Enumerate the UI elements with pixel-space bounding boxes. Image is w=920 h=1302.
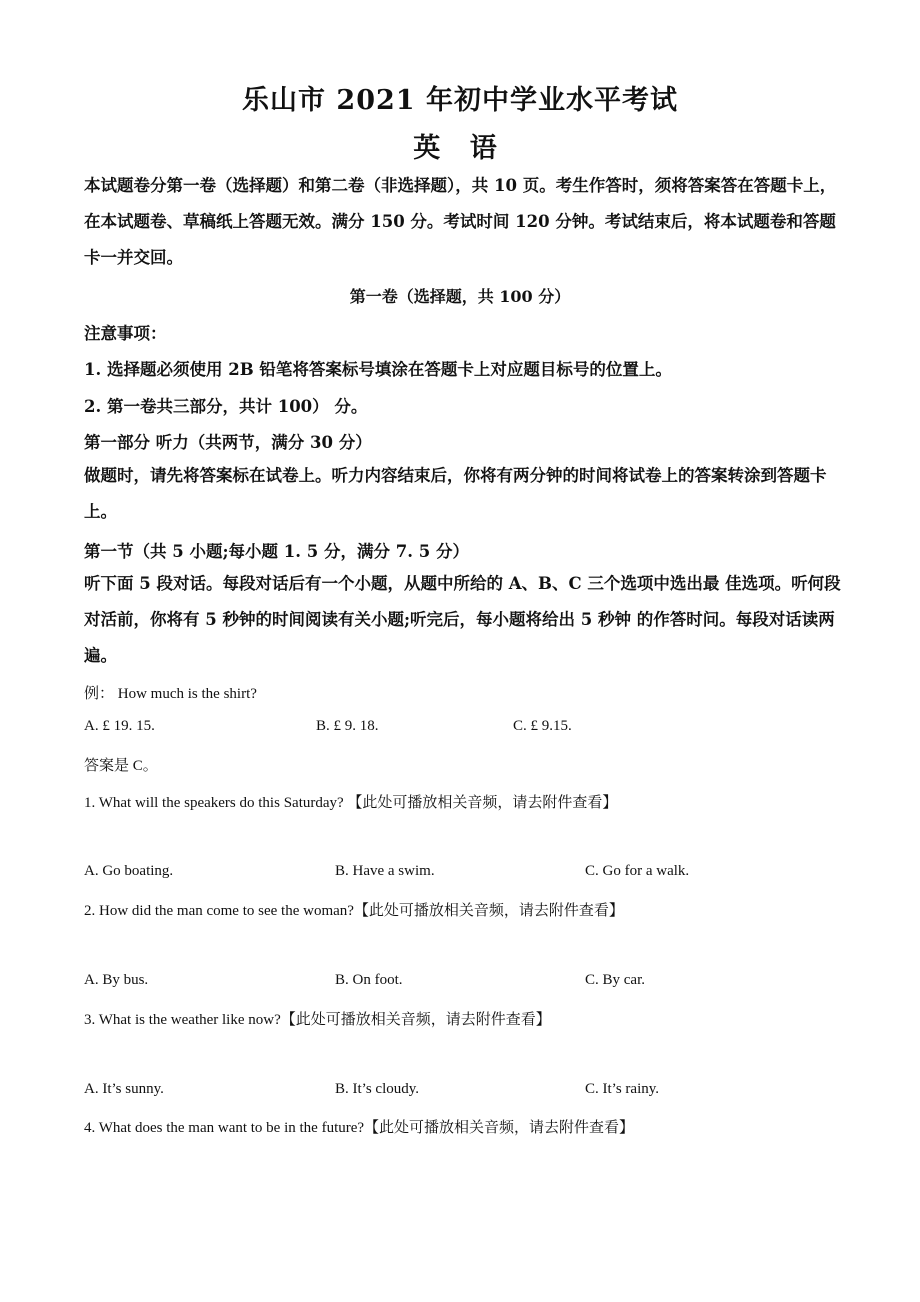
question-2-option-c: C. By car. (585, 972, 645, 988)
notes-item-1: 1. 选择题必须使用 2B 铅笔将答案标号填涂在答题卡上对应题目标号的位置上。 (84, 360, 672, 379)
notes-item-2: 2. 第一卷共三部分，共计 100） 分。 (84, 397, 368, 416)
question-1-option-b: B. Have a swim. (335, 863, 435, 879)
question-2-option-a: A. By bus. (84, 972, 149, 988)
subsection-instruction: 听下面 5 段对话。每段对话后有一个小题，从题中所给的 A、B、C 三个选项中选出最 佳选项。听何段对活前，你将有 5 秒钟的时间阅读有关小题;听完后，每小题将给出 5 秒钟 的作答时问。每段对话读两遍。 (84, 574, 841, 665)
example-answer: 答案是 C。 (84, 758, 158, 774)
section-instruction: 做题时，请先将答案标在试卷上。听力内容结束后，你将有两分钟的时间将试卷上的答案转涂到答题卡上。 (84, 466, 827, 521)
question-3-option-b: B. It’s cloudy. (335, 1081, 420, 1097)
question-2-option-b: B. On foot. (335, 972, 403, 988)
example-option-c: C. £ 9.15. (513, 718, 572, 734)
question-1: 1. What will the speakers do this Saturday? 【此处可播放相关音频，请去附件查看】 (84, 795, 618, 811)
question-4: 4. What does the man want to be in the future?【此处可播放相关音频，请去附件查看】 (84, 1120, 635, 1136)
example-question: 例： How much is the shirt? (84, 686, 257, 702)
question-2: 2. How did the man come to see the woman?【此处可播放相关音频，请去附件查看】 (84, 903, 624, 919)
notes-heading: 注意事项： (84, 324, 167, 343)
question-1-option-a: A. Go boating. (84, 863, 174, 879)
question-3: 3. What is the weather like now?【此处可播放相关音频，请去附件查看】 (84, 1012, 551, 1028)
example-option-b: B. £ 9. 18. (316, 718, 379, 734)
question-3-option-c: C. It’s rainy. (585, 1081, 660, 1097)
section-title: 第一部分 听力（共两节，满分 30 分） (84, 433, 372, 452)
part-one-title: 第一卷（选择题，共 100 分） (349, 287, 571, 306)
intro-paragraph: 本试题卷分第一卷（选择题）和第二卷（非选择题），共 10 页。考生作答时，须将答案答在答题卡上，在本试题卷、草稿纸上答题无效。满分 150 分。考试时间 120 分钟。考试结束后，将本试题卷和答题卡一并交回。 (84, 176, 837, 267)
question-3-option-a: A. It’s sunny. (84, 1081, 164, 1097)
subsection-title: 第一节（共 5 小题;每小题 1. 5 分，满分 7. 5 分） (84, 542, 469, 561)
subject-title: 英 语 (413, 133, 507, 164)
question-1-option-c: C. Go for a walk. (585, 863, 690, 879)
exam-title: 乐山市 2021 年初中学业水平考试 (242, 85, 678, 116)
example-option-a: A. £ 19. 15. (84, 718, 155, 734)
